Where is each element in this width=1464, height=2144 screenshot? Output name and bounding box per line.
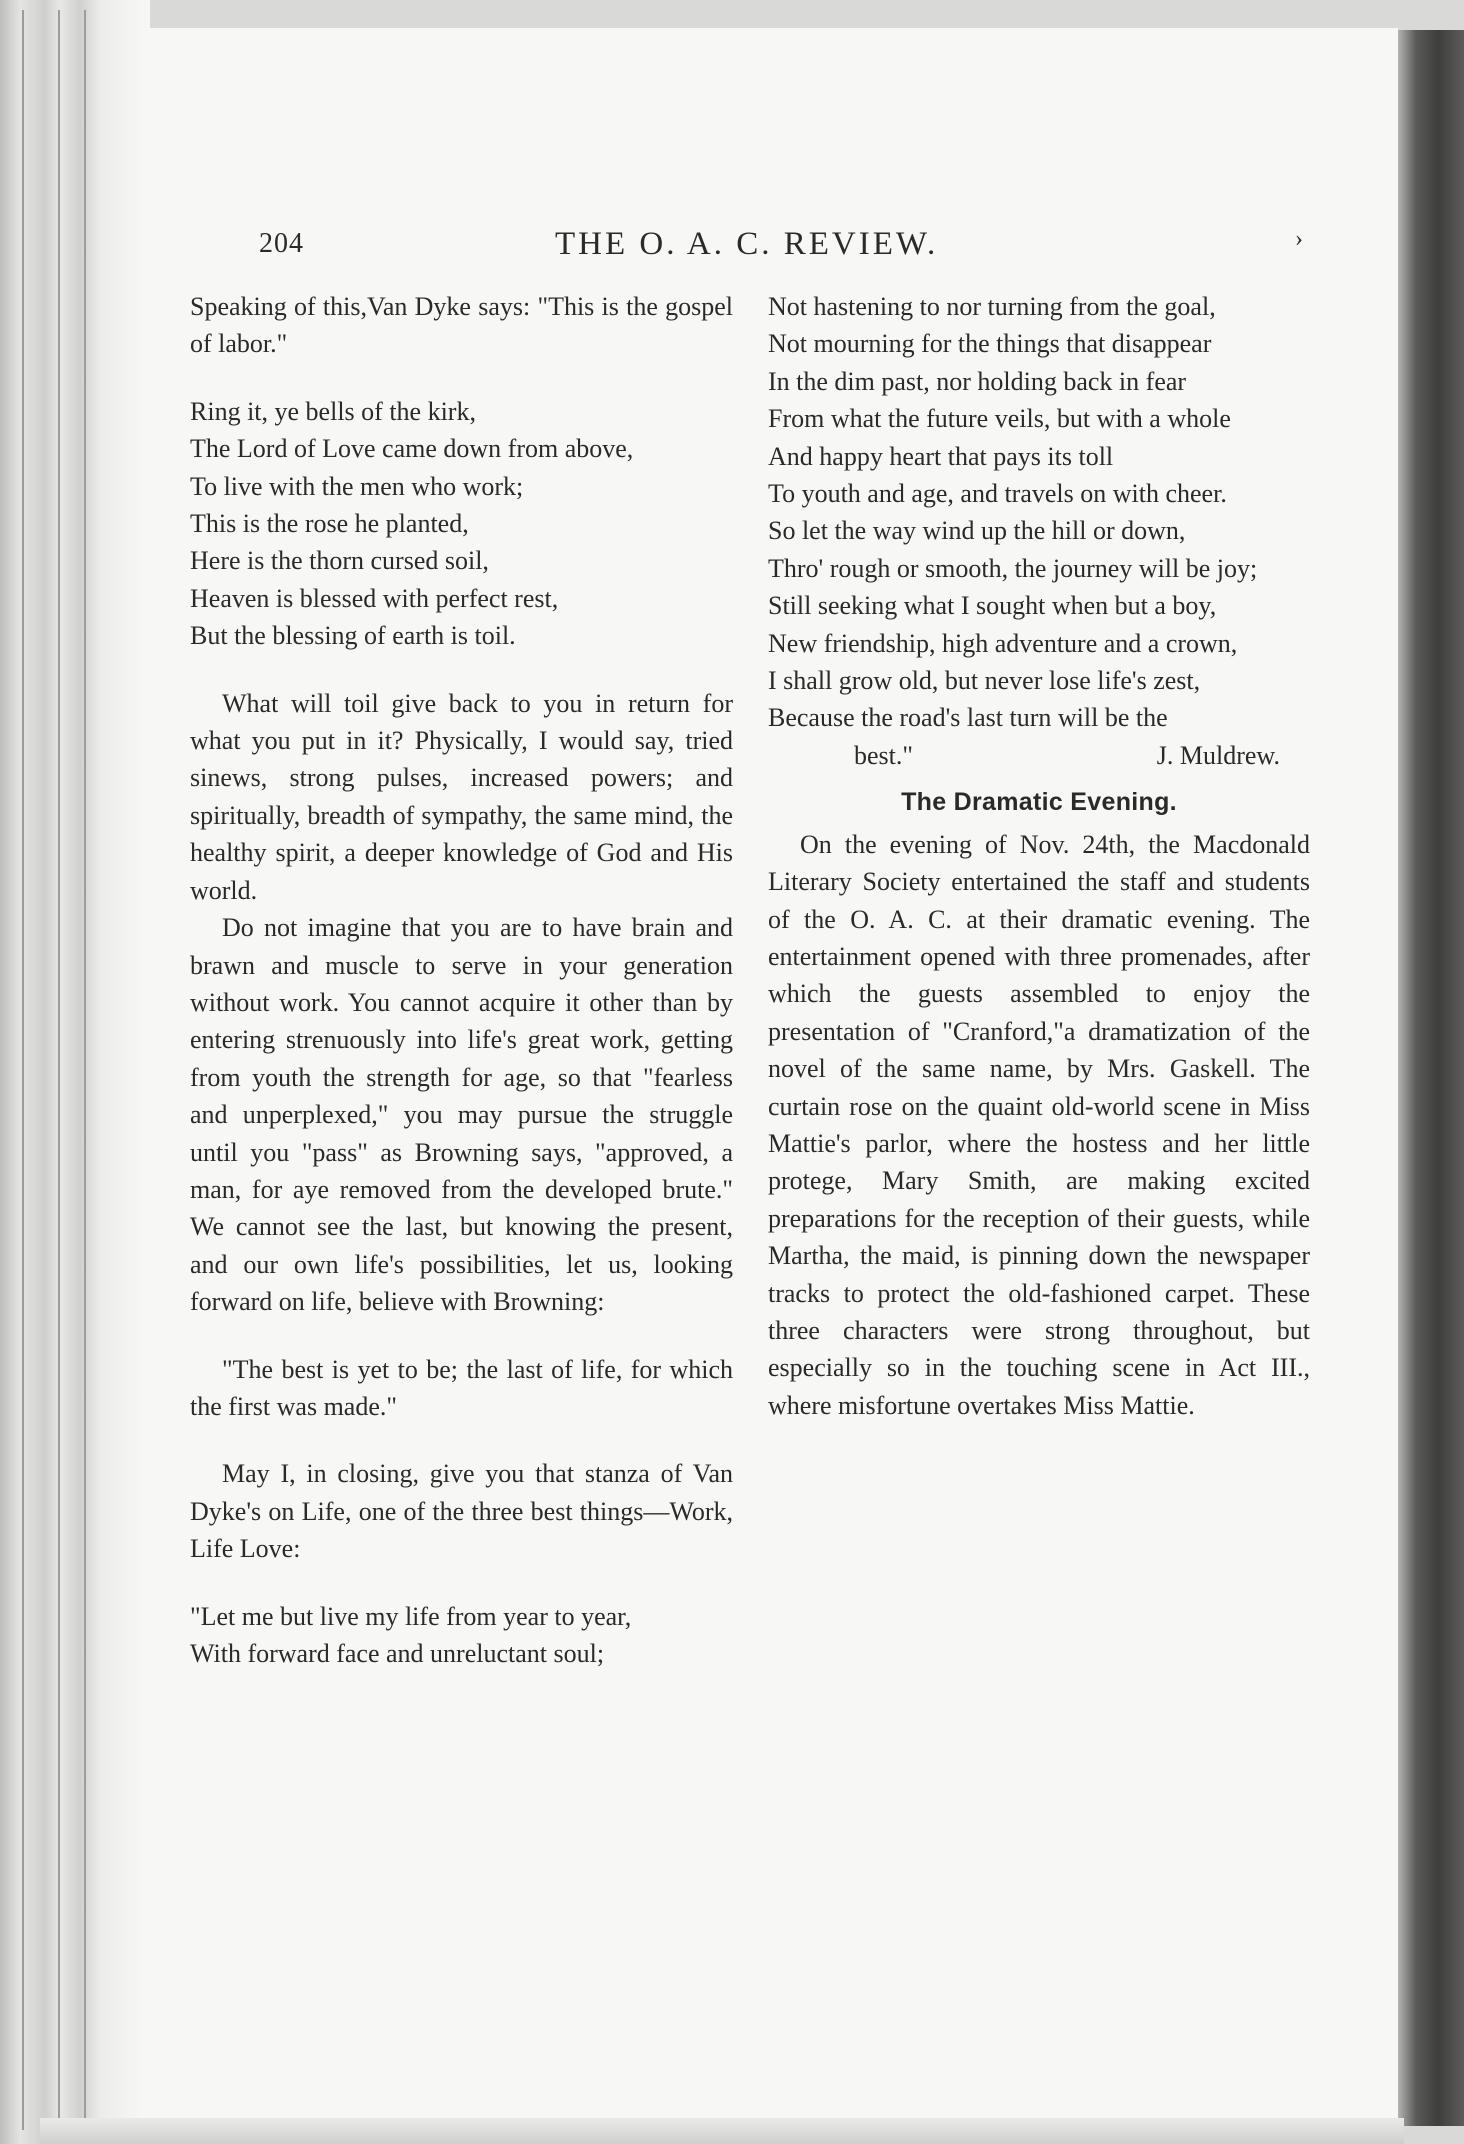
intro-paragraph: Speaking of this,Van Dyke says: "This is the gospel of labor." — [190, 292, 733, 359]
corner-mark: › — [1295, 226, 1304, 252]
section-heading: The Dramatic Evening. — [901, 788, 1177, 817]
stanza-final-line: Because the road's last turn will be the — [768, 703, 1168, 733]
running-header — [253, 226, 1313, 266]
page-number: 204 — [259, 228, 304, 259]
body-paragraph: May I, in closing, give you that stanza of Van Dyke's on Life, one of the three best things—Work, Life Love: — [190, 1459, 733, 1564]
stanza-line: In the dim past, nor holding back in fear — [768, 366, 1187, 396]
stanza-line: "Let me but live my life from year to year, — [190, 1601, 632, 1631]
poem-line: Here is the thorn cursed soil, — [190, 546, 489, 576]
stanza-line: So let the way wind up the hill or down, — [768, 516, 1186, 546]
stanza-final-word: best." — [854, 740, 913, 770]
stanza-line: Not hastening to nor turning from the goal, — [768, 292, 1216, 321]
poem — [190, 393, 733, 655]
right-column — [768, 288, 1310, 1424]
stanza-line: New friendship, high adventure and a crown, — [768, 628, 1238, 658]
page-edge-line — [84, 10, 86, 2130]
poem-line: But the blessing of earth is toil. — [190, 621, 516, 651]
poem-line: The Lord of Love came down from above, — [190, 434, 634, 464]
stanza-start — [190, 1598, 733, 1673]
stanza-line: Not mourning for the things that disappear — [768, 329, 1212, 359]
article-paragraph: On the evening of Nov. 24th, the Macdonald Literary Society entertained the staff and students of the O. A. C. at their dramatic evening. The entertainment opened with three promenades, after which the guests assembled to enjoy the presentation of "Cranford,"a dramatization of the novel of the same name, by Mrs. Gaskell. The curtain rose on the quaint old-world scene in Miss Mattie's parlor, where the hostess and her little protege, Mary Smith, are making excited preparations for the reception of their guests, while Martha, the maid, is pinning down the newspaper tracks to protect the old-fashioned carpet. These three characters were strong throughout, but especially so in the touching scene in Act III., where misfortune overtakes Miss Mattie. — [768, 829, 1310, 1420]
stanza-continued — [768, 288, 1310, 774]
page-edge-line — [58, 10, 60, 2130]
stanza-line: And happy heart that pays its toll — [768, 441, 1114, 471]
stanza-line: From what the future veils, but with a whole — [768, 404, 1231, 434]
stanza-line: Still seeking what I sought when but a boy, — [768, 591, 1217, 621]
stanza-line: I shall grow old, but never lose life's zest, — [768, 666, 1201, 696]
journal-title: THE O. A. C. REVIEW. — [555, 226, 939, 262]
binding-shadow — [1398, 30, 1464, 2126]
body-paragraph: What will toil give back to you in return for what you put in it? Physically, I would say, tried sinews, strong pulses, increased powers; and spiritually, breadth of sympathy, the same mind, the healthy spirit, a deeper knowledge of God and His world. — [190, 688, 733, 905]
stanza-line: To youth and age, and travels on with cheer. — [768, 479, 1227, 509]
author-signature: J. Muldrew. — [1156, 740, 1280, 770]
page-edge-line — [22, 10, 24, 2130]
left-column — [190, 288, 733, 1672]
browning-quote: "The best is yet to be; the last of life, for which the first was made." — [190, 1354, 733, 1421]
stanza-line: With forward face and unreluctant soul; — [190, 1639, 605, 1668]
body-paragraph: Do not imagine that you are to have brain and brawn and muscle to serve in your generation without work. You cannot acquire it other than by entering strenuously into life's great work, getting from youth the strength for age, so that "fearless and unperplexed," you may pursue the struggle until you "pass" as Browning says, "approved, a man, for aye removed from the developed brute." We cannot see the last, but knowing the present, and our own life's possibilities, let us, looking forward on life, believe with Browning: — [190, 913, 733, 1317]
poem-line: To live with the men who work; — [190, 471, 524, 501]
bottom-page-edge — [40, 2118, 1404, 2144]
stanza-line: Thro' rough or smooth, the journey will be joy; — [768, 553, 1258, 583]
poem-line: Heaven is blessed with perfect rest, — [190, 583, 559, 613]
signature-line — [768, 737, 1310, 774]
book-page-edges — [0, 0, 150, 2144]
poem-line: This is the rose he planted, — [190, 509, 469, 539]
poem-line: Ring it, ye bells of the kirk, — [190, 396, 476, 426]
